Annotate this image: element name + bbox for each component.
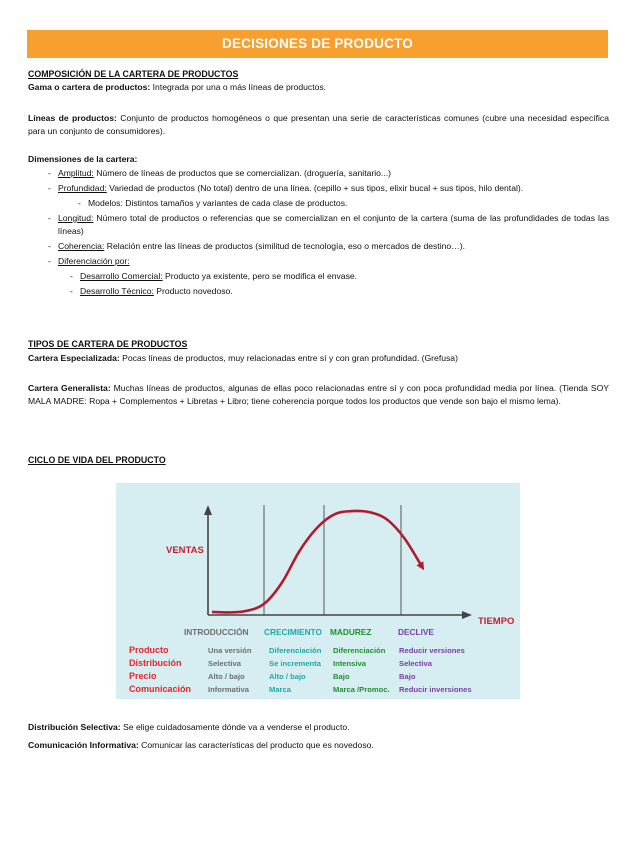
especializada-paragraph: [28, 352, 609, 365]
table-cell-r4-c4: Reducir inversiones: [399, 685, 472, 694]
row-label-3: Precio: [129, 671, 157, 681]
especializada-text: Pocas líneas de productos, muy relacionadas entre sí y con gran profundidad. (Grefusa): [119, 353, 458, 363]
list-item-profundidad: - Profundidad: Variedad de productos (No total) dentro de una línea. (cepillo + sus tipos, elixir bucal + sus tipos, hilo dental).: [28, 182, 609, 195]
table-cell-r3-c3: Bajo: [333, 672, 350, 681]
table-cell-r4-c1: Informativa: [208, 685, 249, 694]
table-cell-r1-c1: Una versión: [208, 646, 252, 655]
lineas-paragraph: [28, 112, 609, 138]
sales-curve: [212, 511, 422, 613]
list-item-desarrollo-tecnico: - Desarrollo Técnico: Producto novedoso.: [28, 285, 609, 298]
row-label-4: Comunicación: [129, 684, 192, 694]
table-cell-r2-c1: Selectiva: [208, 659, 241, 668]
generalista-text: Muchas líneas de productos, algunas de ellas poco relacionadas entre sí y con poca profundidad media por línea. (Tienda SOY MALA MADRE: Ropa + Complementos + Libretas + Libro; tiene coherencia porque todos los productos que vende son bajo el mismo lema).: [28, 383, 609, 406]
gama-text: Integrada por una o más líneas de productos.: [150, 82, 327, 92]
list-item-desarrollo-comercial: - Desarrollo Comercial: Producto ya existente, pero se modifica el envase.: [28, 270, 609, 283]
table-cell-r4-c2: Marca: [269, 685, 291, 694]
table-cell-r2-c2: Se incrementa: [269, 659, 321, 668]
section-heading-tipos: TIPOS DE CARTERA DE PRODUCTOS: [28, 339, 188, 349]
gama-paragraph: [28, 81, 609, 94]
especializada-label: Cartera Especializada:: [28, 353, 120, 363]
chart-svg: [116, 483, 520, 699]
stage-label-1: INTRODUCCIÓN: [184, 627, 249, 637]
generalista-label: Cartera Generalista:: [28, 383, 111, 393]
comunicacion-label: Comunicación Informativa:: [28, 740, 139, 750]
list-item-diferenciacion: - Diferenciación por:: [28, 255, 609, 268]
page-title-banner: [27, 30, 608, 58]
list-item-modelos: - Modelos: Distintos tamaños y variantes de cada clase de productos.: [28, 197, 609, 210]
dimensiones-label: Dimensiones de la cartera:: [28, 154, 138, 164]
table-cell-r1-c2: Diferenciación: [269, 646, 322, 655]
product-life-cycle-chart: [116, 483, 520, 699]
row-label-2: Distribución: [129, 658, 182, 668]
table-cell-r3-c2: Alto / bajo: [269, 672, 306, 681]
section-heading-composicion: COMPOSICIÓN DE LA CARTERA DE PRODUCTOS: [28, 69, 239, 79]
table-cell-r3-c4: Bajo: [399, 672, 416, 681]
table-cell-r1-c3: Diferenciación: [333, 646, 386, 655]
gama-label: Gama o cartera de productos:: [28, 82, 151, 92]
stage-label-2: CRECIMIENTO: [264, 627, 322, 637]
table-cell-r1-c4: Reducir versiones: [399, 646, 465, 655]
x-axis-arrow: [462, 611, 472, 619]
list-item-amplitud: - Amplitud: Número de líneas de productos que se comercializan. (droguería, sanitario...): [28, 167, 609, 180]
y-axis-arrow: [204, 505, 212, 515]
lineas-text: Conjunto de productos homogéneos o que presentan una serie de características comunes (cubre una necesidad específica para un conjunto de consumidores).: [28, 113, 610, 136]
table-cell-r4-c3: Marca /Promoc.: [333, 685, 390, 694]
section-heading-ciclo: CICLO DE VIDA DEL PRODUCTO: [28, 455, 166, 465]
x-axis-label: TIEMPO: [478, 616, 515, 627]
table-cell-r2-c4: Selectiva: [399, 659, 432, 668]
distribucion-text: Se elige cuidadosamente dónde va a venderse el producto.: [120, 722, 350, 732]
comunicacion-paragraph: [28, 739, 609, 752]
page-title: DECISIONES DE PRODUCTO: [222, 36, 413, 51]
list-item-coherencia: - Coherencia: Relación entre las líneas de productos (similitud de tecnología, eso o mercados de destino…).: [28, 240, 609, 253]
table-cell-r2-c3: Intensiva: [333, 659, 366, 668]
distribucion-paragraph: [28, 721, 609, 734]
generalista-paragraph: [28, 382, 609, 408]
list-item-longitud: - Longitud: Número total de productos o referencias que se comercializan en el conjunto de la cartera (suma de las profundidades de todas las líneas): [28, 212, 609, 238]
row-label-1: Producto: [129, 645, 169, 655]
stage-label-3: MADUREZ: [330, 627, 372, 637]
stage-label-4: DECLIVE: [398, 627, 434, 637]
distribucion-label: Distribución Selectiva:: [28, 722, 121, 732]
dimensiones-list: [28, 167, 609, 298]
table-cell-r3-c1: Alto / bajo: [208, 672, 245, 681]
lineas-label: Líneas de productos:: [28, 113, 117, 123]
comunicacion-text: Comunicar las características del producto que es novedoso.: [138, 740, 374, 750]
y-axis-label: VENTAS: [166, 545, 204, 556]
